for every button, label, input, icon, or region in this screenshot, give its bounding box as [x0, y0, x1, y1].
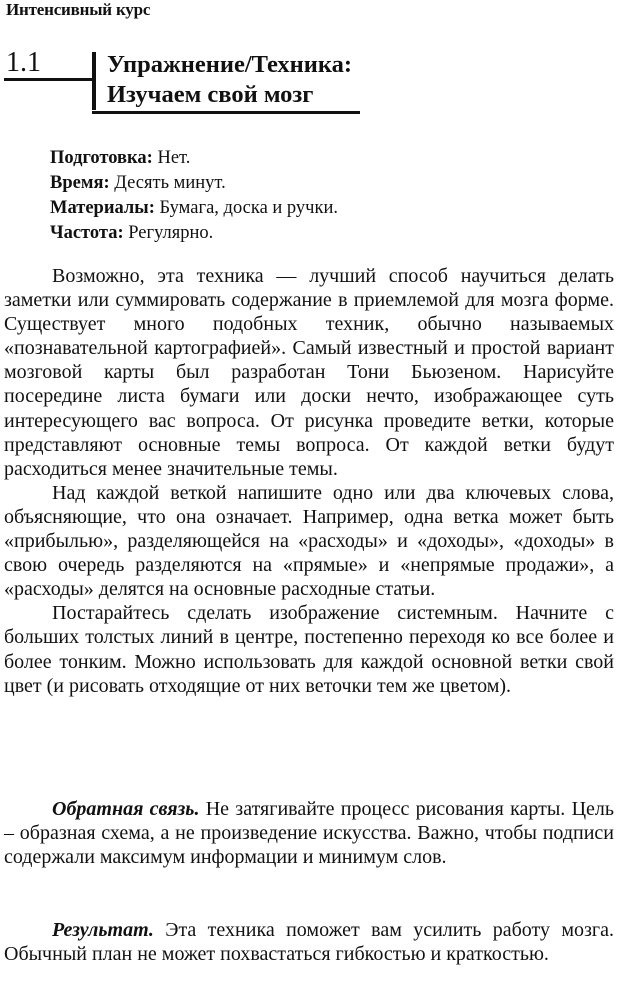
section-title-line-2: Изучаем свой мозг: [107, 81, 314, 108]
meta-materials: [50, 198, 338, 219]
section-number: 1.1: [6, 47, 41, 78]
meta-frequency: [50, 223, 213, 244]
section-number-rule: [4, 78, 92, 81]
result-text: Эта техника поможет вам усилить работу мозга. Обычный план не может похвастаться гибкостью и краткостью.: [4, 919, 614, 966]
result-block: [4, 918, 614, 966]
meta-preparation: [50, 148, 190, 169]
meta-materials-label: Материалы:: [50, 198, 155, 218]
feedback-block: [4, 797, 614, 869]
result-label: Результат.: [52, 919, 154, 941]
paragraph-2: Над каждой веткой напишите одно или два ключевых слова, объясняющие, что она означает. Например, одна ветка может быть «прибылью», разделяющейся на «расходы» и «доходы», «доходы» в свою очередь разделяются на «прямые» и «непрямые продажи», а «расходы» делятся на основные расходные статьи.: [4, 481, 614, 601]
section-title-bar: [92, 52, 96, 110]
feedback-label: Обратная связь.: [52, 798, 200, 820]
result-paragraph: [4, 918, 614, 966]
meta-frequency-value: Регулярно.: [123, 223, 214, 243]
section-title-rule: [92, 111, 360, 114]
running-head: Интенсивный курс: [6, 0, 151, 19]
paragraph-1: Возможно, эта техника — лучший способ научиться делать заметки или суммировать содержание в приемлемой для мозга форме. Существует много подобных техник, обычно называемых «познавательной картографией». Самый известный и простой вариант мозговой карты был разработан Тони Бьюзеном. Нарисуйте посередине листа бумаги или доски нечто, изображающее суть интересующего вас вопроса. От рисунка проведите ветки, которые представляют основные темы вопроса. От каждой ветки будут расходиться менее значительные темы.: [4, 265, 614, 480]
meta-time-value: Десять минут.: [109, 173, 226, 193]
body-main: [4, 264, 614, 698]
meta-frequency-label: Частота:: [50, 223, 124, 243]
meta-preparation-label: Подготовка:: [50, 148, 153, 168]
meta-time-label: Время:: [50, 173, 110, 193]
meta-time: [50, 173, 226, 194]
meta-preparation-value: Нет.: [152, 148, 191, 168]
section-title-line-1: Упражнение/Техника:: [107, 51, 353, 78]
feedback-text: Не затягивайте процесс рисования карты. Цель – образная схема, а не произведение искусства. Важно, чтобы подписи содержали максимум информации и минимум слов.: [4, 798, 614, 869]
feedback-paragraph: [4, 797, 614, 869]
paragraph-3: Постарайтесь сделать изображение системным. Начните с больших толстых линий в центре, постепенно переходя ко все более и более тонким. Можно использовать для каждой основной ветки свой цвет (и рисовать отходящие от них веточки тем же цветом).: [4, 602, 614, 697]
meta-materials-value: Бумага, доска и ручки.: [154, 198, 339, 218]
